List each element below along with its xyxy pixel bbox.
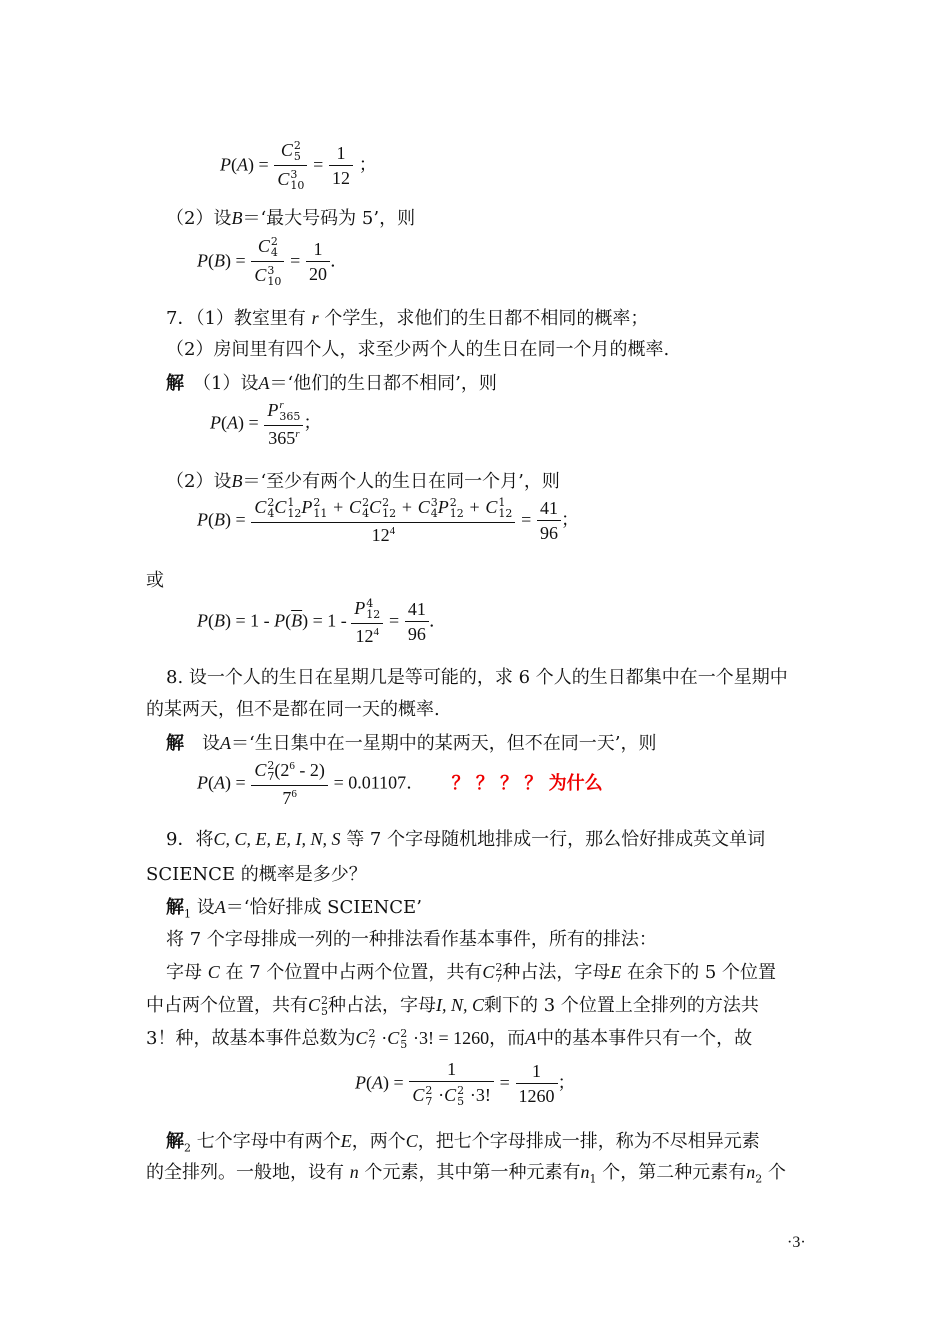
- solution-9-line4: 中占两个位置，共有C 2 5 种占法，字母I, N, C剩下的 3 个位置上全排列的方法共: [146, 994, 759, 1018]
- solution-9-line7: 的全排列。一般地，设有 n 个元素，其中第一种元素有$n_1$ 个，第二种元素有$n_2$ 个: [146, 1162, 786, 1186]
- problem-9-line2: SCIENCE 的概率是多少？: [146, 864, 367, 885]
- problem-9-line1: 9．将C, C, E, E, I, N, S 等 7 个字母随机地排成一行，那么恰好排成英文单词: [166, 829, 766, 850]
- formula-pb-1: P(B) = C 2 4 C 3 10 = $\frac{1}{20}$ .: [197, 235, 336, 288]
- solution-8-line1: 解 设A＝‘生日集中在一星期中的某两天，但不在同一天’，则: [166, 733, 657, 754]
- formula-pa-2: P(A) = P r 365 365$^r$ ；: [210, 399, 322, 448]
- problem-7-line2: （2）房间里有四个人，求至少两个人的生日在同一个月的概率.: [166, 339, 670, 360]
- problem-7-line1: 7．（1）教室里有 r 个学生，求他们的生日都不相同的概率；: [166, 308, 649, 329]
- formula-pa-3: P(A) = C 2 7 $(2^6 - 2)$ $7^6$ = 0.01107. ？ ？ ？ ？ 为什么: [197, 759, 603, 808]
- or-label: 或: [146, 570, 164, 591]
- solution-7-line1: 解 （1）设A＝‘他们的生日都不相同’，则: [166, 373, 497, 394]
- page-number: ·3·: [787, 1234, 806, 1251]
- problem-8-line2: 的某两天，但不是都在同一天的概率.: [146, 699, 440, 720]
- formula-pb-3: $P(B) = 1 - P(\overline{B}) = 1$ - P 4 12 $12^4$ = $\frac{41}{96}$ .: [197, 597, 435, 646]
- formula-pa-1: P(A) = C 2 5 C 3 10 = $\frac{1}{12}$ ；: [220, 139, 377, 192]
- solution-9-line5: 3！种，故基本事件总数为C 2 7 ·C 2 5 ·3! = 1260，而A中的基本事件只有一个，故: [146, 1027, 753, 1051]
- solution-7-line2: （2）设B＝‘至少有两个人的生日在同一个月’，则: [166, 471, 560, 492]
- solution-9-line6: 解$_2$ 七个字母中有两个E，两个C，把七个字母排成一排，称为不尽相异元素: [166, 1131, 760, 1155]
- formula-pa-4: P(A) = 1 C 2 7 ·C 2 5 ·3! = $\frac{1}{1260}$ ；: [355, 1059, 576, 1108]
- solution-9-line1: 解$_1$ 设A＝‘恰好排成 SCIENCE’: [166, 897, 422, 921]
- solution-9-line2: 将 7 个字母排成一列的一种排法看作基本事件，所有的排法：: [166, 929, 657, 950]
- formula-pb-2: P(B) = C 2 4 C 1 12 P 2 11 + C 2 4 C 2 12 + C 3 4 P 2 12 + C 1 12 $12^4$ = $\frac{41}{96}$ ；: [197, 496, 579, 545]
- solution-9-line3: 字母 C 在 7 个位置中占两个位置，共有C 2 7 种占法，字母E 在余下的 5 个位置: [166, 961, 777, 985]
- annotation-why: ？ ？ ？ ？ 为什么: [451, 772, 603, 794]
- paragraph-6-2: （2）设B＝‘最大号码为 5’，则: [166, 208, 416, 229]
- semicolon: ；: [358, 154, 377, 176]
- problem-8-line1: 8. 设一个人的生日在星期几是等可能的，求 6 个人的生日都集中在一个星期中: [166, 667, 788, 688]
